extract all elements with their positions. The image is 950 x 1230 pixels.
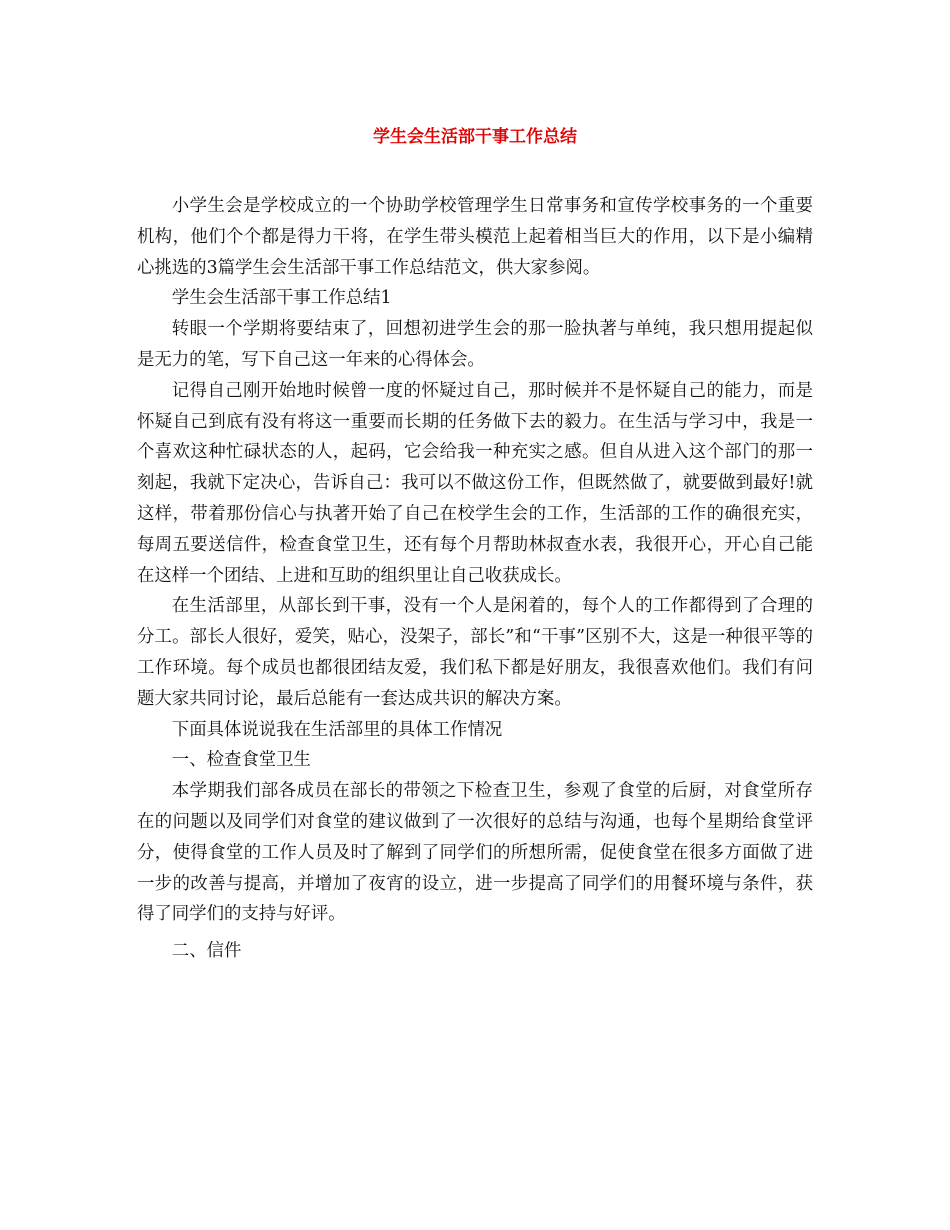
document-body xyxy=(137,191,813,967)
paragraph-opening: 转眼一个学期将要结束了，回想初进学生会的那一脸执著与单纯，我只想用提起似是无力的笔，写下自己这一年来的心得体会。 xyxy=(137,319,813,370)
document-title: 学生会生活部干事工作总结 xyxy=(373,127,577,147)
paragraph-heading-letters: 二、信件 xyxy=(171,941,242,962)
paragraph-intro: 小学生会是学校成立的一个协助学校管理学生日常事务和宣传学校事务的一个重要机构，他们个个都是得力干将，在学生带头模范上起着相当巨大的作用，以下是小编精心挑选的3篇学生会生活部干事工作总结范文，供大家参阅。 xyxy=(137,196,813,278)
paragraph-memory: 记得自己刚开始地时候曾一度的怀疑过自己，那时候并不是怀疑自己的能力，而是怀疑自己到底有没有将这一重要而长期的任务做下去的毅力。在生活与学习中，我是一个喜欢这种忙碌状态的人，起码，它会给我一种充实之感。但自从进入这个部门的那一刻起，我就下定决心，告诉自己：我可以不做这份工作，但既然做了，就要做到最好!就这样，带着那份信心与执著开始了自己在校学生会的工作，生活部的工作的确很充实，每周五要送信件，检查食堂卫生，还有每个月帮助林叔查水表，我很开心，开心自己能在这样一个团结、上进和互助的组织里让自己收获成长。 xyxy=(137,380,813,586)
paragraph-work-intro: 下面具体说说我在生活部里的具体工作情况 xyxy=(171,719,503,740)
paragraph-canteen: 本学期我们部各成员在部长的带领之下检查卫生，参观了食堂的后厨，对食堂所存在的问题以及同学们对食堂的建议做到了一次很好的总结与沟通，也每个星期给食堂评分，使得食堂的工作人员及时了解到了同学们的所想所需，促使食堂在很多方面做了进一步的改善与提高，并增加了夜宵的设立，进一步提高了同学们的用餐环境与条件，获得了同学们的支持与好评。 xyxy=(137,781,813,925)
paragraph-heading-canteen: 一、检查食堂卫生 xyxy=(171,750,311,771)
paragraph-section-heading: 学生会生活部干事工作总结1 xyxy=(171,288,392,309)
paragraph-department: 在生活部里，从部长到干事，没有一个人是闲着的，每个人的工作都得到了合理的分工。部长人很好，爱笑，贴心，没架子，部长”和“干事”区别不大，这是一种很平等的工作环境。每个成员也都很团结友爱，我们私下都是好朋友，我很喜欢他们。我们有问题大家共同讨论，最后总能有一套达成共识的解决方案。 xyxy=(137,596,813,709)
